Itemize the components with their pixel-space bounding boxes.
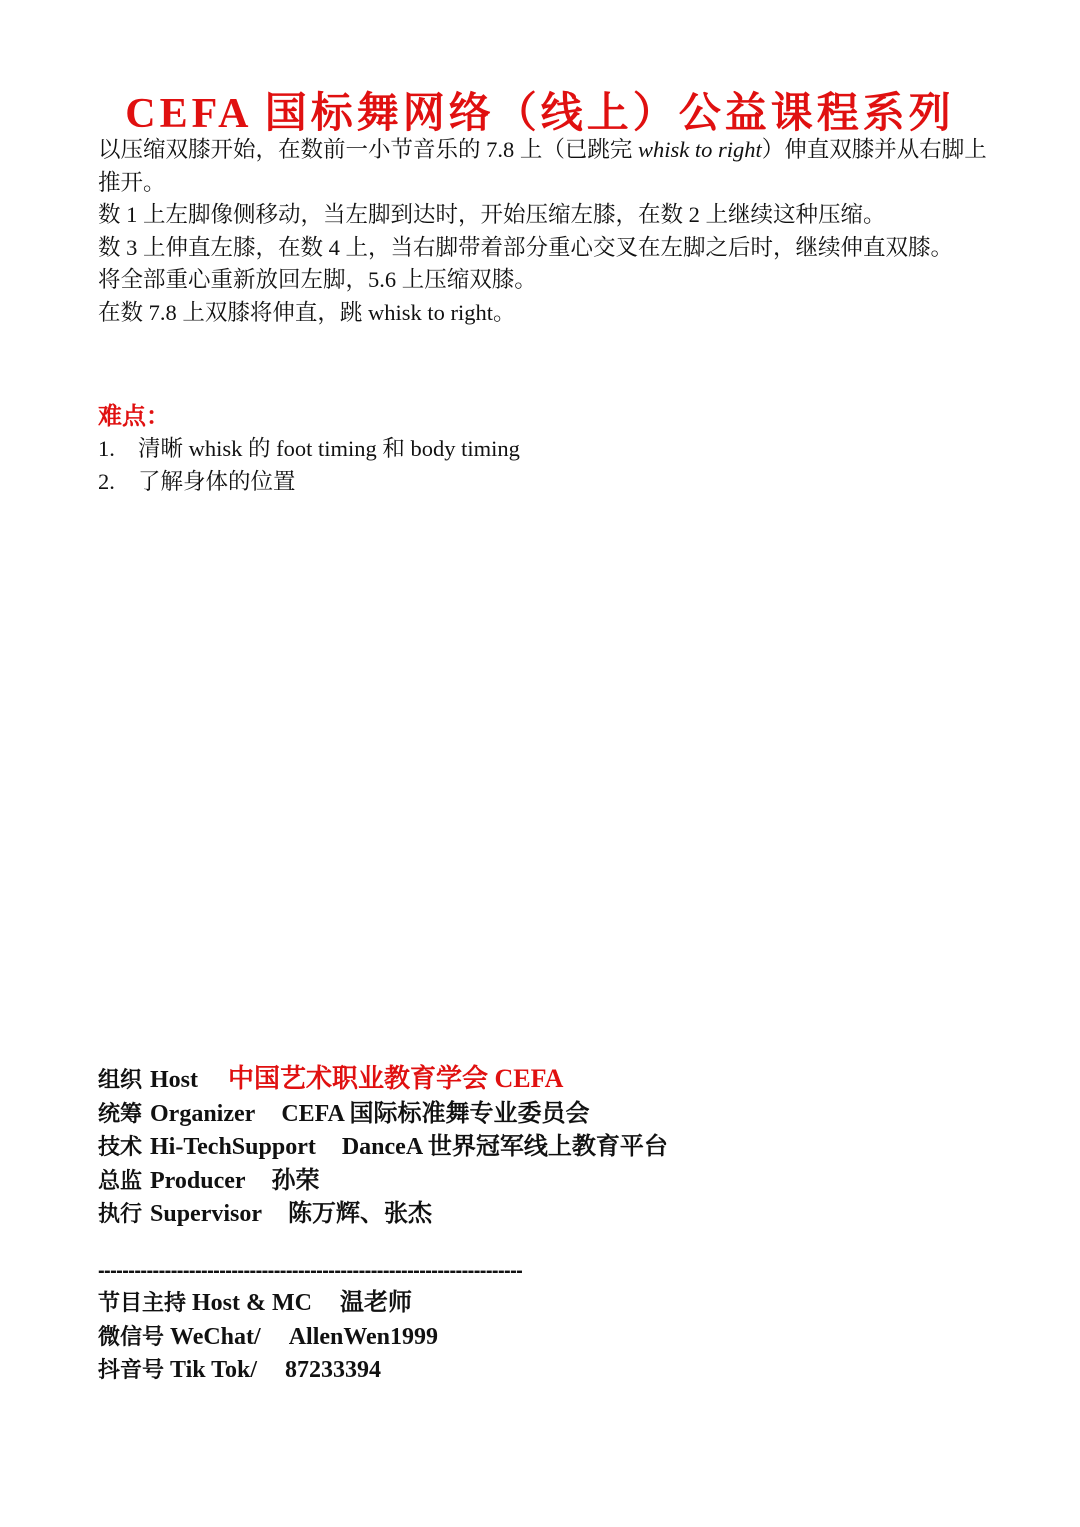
instruction-paragraph-4: 将全部重心重新放回左脚，5.6 上压缩双膝。	[98, 267, 537, 292]
difficulties-list	[98, 432, 520, 498]
instruction-paragraph-1: 以压缩双膝开始，在数前一小节音乐的 7.8 上（已跳完 whisk to right）伸直双膝并从右脚上推开。	[98, 137, 987, 195]
list-item: 1. 清晰 whisk 的 foot timing 和 body timing	[98, 436, 520, 461]
difficulties-heading: 难点：	[98, 402, 170, 430]
instruction-body	[98, 134, 988, 329]
list-item: 2. 了解身体的位置	[98, 469, 296, 494]
credit-row-tech: 技术 Hi-TechSupport DanceA 世界冠军线上教育平台	[98, 1134, 668, 1160]
credit-row-producer: 总监 Producer 孙荣	[98, 1167, 320, 1194]
host-organization: 中国艺术职业教育学会 CEFA	[228, 1064, 564, 1093]
credit-row-supervisor: 执行 Supervisor 陈万辉、张杰	[98, 1201, 433, 1227]
instruction-paragraph-3: 数 3 上伸直左膝，在数 4 上，当右脚带着部分重心交叉在左脚之后时，继续伸直双膝。	[98, 234, 954, 260]
credit-row-host: 组织 Host 中国艺术职业教育学会 CEFA	[98, 1064, 564, 1093]
page-title: CEFA 国标舞网络（线上）公益课程系列	[125, 91, 955, 137]
host-contact-block	[98, 1287, 438, 1388]
divider-line: ----------------------------------------------------------------------	[98, 1260, 523, 1282]
host-row-mc: 节目主持 Host & MC 温老师	[98, 1290, 412, 1316]
credits-block	[98, 1062, 668, 1232]
credit-row-organizer: 统筹 Organizer CEFA 国际标准舞专业委员会	[98, 1100, 590, 1127]
host-row-wechat: 微信号 WeChat/ AllenWen1999	[98, 1323, 439, 1350]
instruction-paragraph-5: 在数 7.8 上双膝将伸直，跳 whisk to right。	[98, 299, 516, 325]
host-row-tiktok: 抖音号 Tik Tok/ 87233394	[98, 1357, 381, 1383]
figure-name: whisk to right	[638, 137, 762, 162]
instruction-paragraph-2: 数 1 上左脚像侧移动，当左脚到达时，开始压缩左膝，在数 2 上继续这种压缩。	[98, 202, 886, 227]
